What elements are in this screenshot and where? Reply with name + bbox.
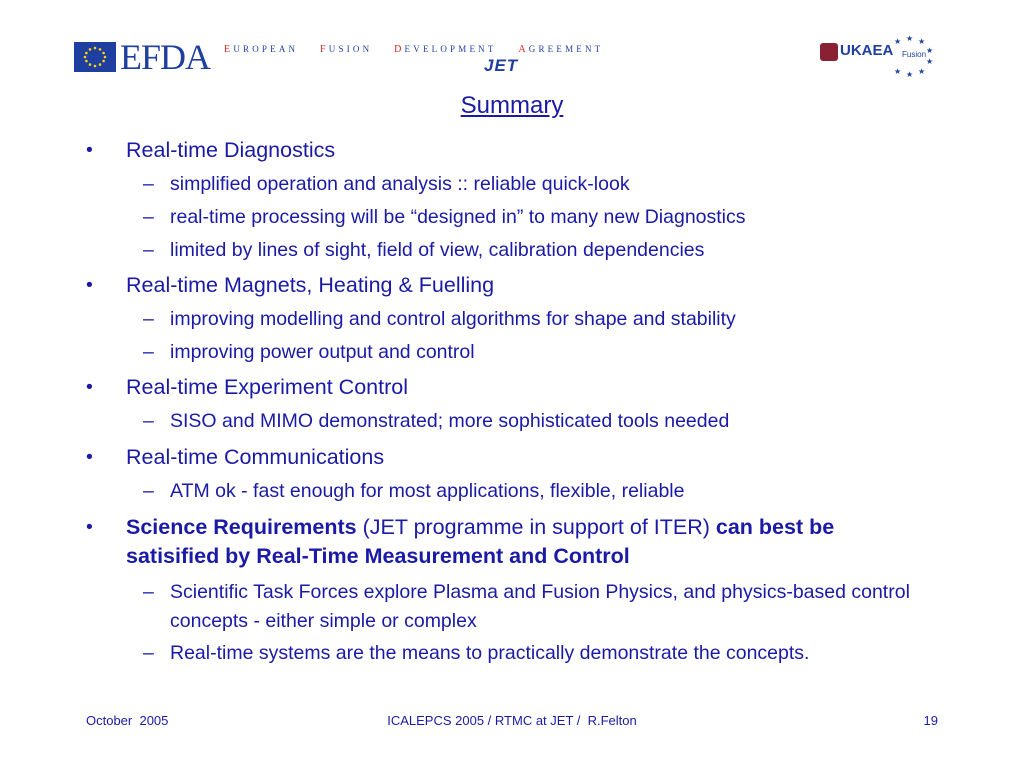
sub-bullet-marker: – [143, 239, 154, 261]
sub-bullet-text: SISO and MIMO demonstrated; more sophisticated tools needed [170, 410, 730, 432]
page-number: 19 [923, 713, 938, 728]
sub-bullet-text: real-time processing will be “designed in” to many new Diagnostics [170, 206, 746, 228]
efda-tagline: EUROPEAN FUSION DEVELOPMENT AGREEMENT [224, 44, 604, 55]
bullet-text: Real-time Magnets, Heating & Fuelling [126, 273, 495, 297]
svg-text:★: ★ [906, 34, 914, 43]
bullet-marker: • [86, 376, 93, 398]
sub-bullet-marker: – [143, 206, 154, 228]
bullet-middle: (JET programme in support of ITER) [356, 515, 716, 539]
sub-bullet-text: simplified operation and analysis :: reliable quick-look [170, 173, 630, 195]
bullet-text: Real-time Experiment Control [126, 375, 408, 399]
bullet-text [126, 513, 896, 571]
svg-text:★: ★ [918, 37, 926, 46]
footer-center: ICALEPCS 2005 / RTMC at JET / R.Felton [387, 713, 637, 728]
sub-bullet-text: ATM ok - fast enough for most applications, flexible, reliable [170, 480, 685, 502]
bullet-bold-lead: Science Requirements [126, 515, 357, 539]
bullet-text: Real-time Communications [126, 445, 385, 469]
jet-logo: JET [484, 56, 519, 75]
sub-bullet-marker: – [143, 308, 154, 330]
svg-text:★: ★ [926, 46, 934, 55]
sub-bullet-marker: – [143, 581, 154, 603]
sub-bullet-marker: – [143, 480, 154, 502]
bullet-bold-tail: can best be satisified by Real-Time Measurement and Control [126, 515, 835, 568]
svg-text:★: ★ [906, 70, 914, 78]
slide-title: Summary [460, 92, 564, 119]
bullet-text: Real-time Diagnostics [126, 138, 336, 162]
bullet-marker: • [86, 274, 93, 296]
sub-bullet-text: Real-time systems are the means to practically demonstrate the concepts. [170, 642, 810, 664]
fusion-logo-text: Fusion [902, 50, 927, 59]
bullet-marker: • [86, 516, 93, 538]
bullet-marker: • [86, 446, 93, 468]
bullet-marker: • [86, 139, 93, 161]
sub-bullet-marker: – [143, 173, 154, 195]
svg-text:★: ★ [918, 67, 926, 76]
ukaea-logo-text: UKAEA [840, 42, 894, 59]
sub-bullet-marker: – [143, 341, 154, 363]
sub-bullet-marker: – [143, 642, 154, 664]
sub-bullet-text: improving modelling and control algorithms for shape and stability [170, 308, 736, 330]
sub-bullet-text: improving power output and control [170, 341, 475, 363]
sub-bullet-text: limited by lines of sight, field of view, calibration dependencies [170, 239, 705, 261]
efda-logo-text: EFDA [120, 37, 211, 77]
footer-date: October 2005 [86, 713, 169, 728]
svg-text:★: ★ [894, 67, 902, 76]
svg-text:★: ★ [894, 37, 902, 46]
sub-bullet-text: Scientific Task Forces explore Plasma and Fusion Physics, and physics-based control concepts - either simple or complex [170, 581, 910, 632]
sub-bullet-marker: – [143, 410, 154, 432]
svg-text:★: ★ [926, 57, 934, 66]
